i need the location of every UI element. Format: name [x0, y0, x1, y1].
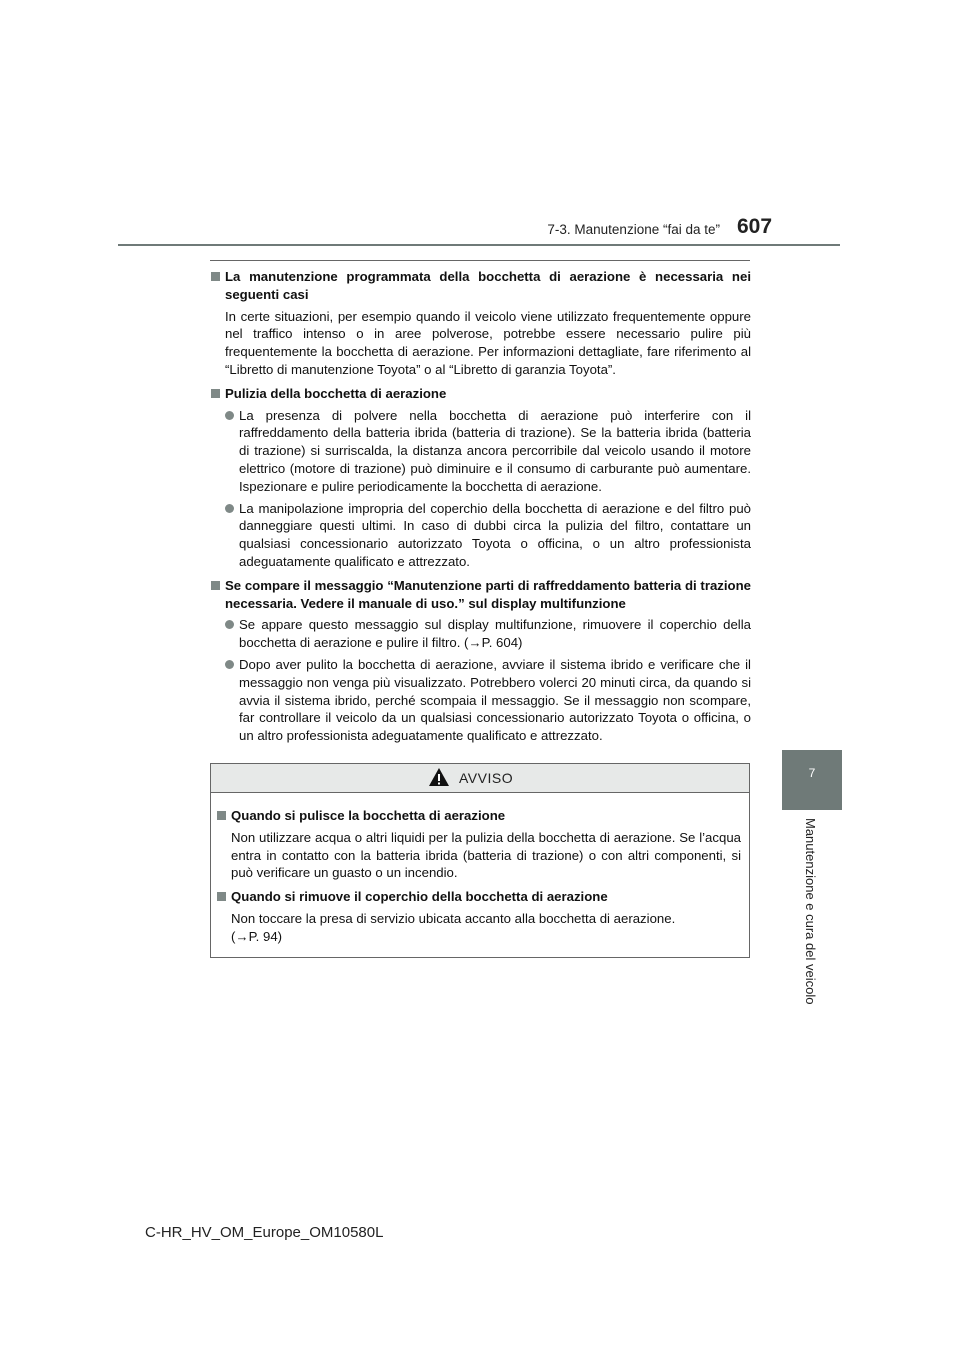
- page-number: 607: [737, 215, 773, 238]
- bullet-text: Se appare questo messaggio sul display multifunzione, rimuovere il coperchio della bocchetta di aerazione e pulire il filtro. (→P. 604): [239, 617, 751, 651]
- round-bullet-icon: [225, 660, 234, 669]
- page-reference: (→P. 94): [231, 928, 283, 944]
- footer-document-id: C-HR_HV_OM_Europe_OM10580L: [145, 1224, 384, 1241]
- warning-item-title-text: Quando si pulisce la bocchetta di aerazione: [231, 808, 506, 823]
- square-bullet-icon: [217, 892, 226, 901]
- warning-label: AVVISO: [459, 770, 514, 786]
- bullet-item: [211, 656, 751, 745]
- warning-item-title-text: Quando si rimuove il coperchio della bocchetta di aerazione: [231, 889, 608, 905]
- header-section-title: 7-3. Manutenzione “fai da te”: [547, 222, 720, 237]
- section-title-text: La manutenzione programmata della bocchetta di aerazione è necessaria nei seguenti casi: [225, 269, 751, 302]
- warning-header: [211, 764, 749, 793]
- bullet-text: La presenza di polvere nella bocchetta di aerazione può interferire con il raffreddamento della batteria ibrida (batteria di trazione). Se la batteria ibrida (batteria di trazione) si surriscalda, la distanza ancora percorribile dal veicolo usando il motore elettrico (motore di trazione) può diminuire e il consumo di carburante può aumentare. Ispezionare e pulire periodicamente la bocchetta di aerazione.: [239, 407, 751, 494]
- square-bullet-icon: [211, 272, 220, 281]
- section-title-text: Pulizia della bocchetta di aerazione: [225, 385, 447, 401]
- section-paragraph: In certe situazioni, per esempio quando il veicolo viene utilizzato frequentemente oppure nel traffico intenso o in aree polverose, potrebbe essere necessario pulire più frequentemente la bocchetta di aerazione. Per informazioni dettagliate, fare riferimento al “Libretto di manutenzione Toyota” o al “Libretto di garanzia Toyota”.: [225, 308, 751, 377]
- warning-item-text: Non utilizzare acqua o altri liquidi per la pulizia della bocchetta di aerazione. Se l’acqua entra in contatto con la batteria ibrida (batteria di trazione) o con altri componenti, si può verificare un guasto o un incendio.: [231, 829, 741, 881]
- main-content: [211, 268, 751, 745]
- section-title-text: Se compare il messaggio “Manutenzione parti di raffreddamento batteria di trazione necessaria. Vedere il manuale di uso.” sul display multifunzione: [225, 577, 751, 611]
- chapter-number: 7: [808, 766, 816, 780]
- square-bullet-icon: [211, 581, 220, 590]
- section-title: [211, 577, 751, 613]
- header-divider: [118, 244, 840, 246]
- chapter-tab: [782, 750, 842, 810]
- bullet-item: [211, 616, 751, 652]
- warning-item-title: [217, 888, 741, 906]
- bullet-text: Dopo aver pulito la bocchetta di aerazione, avviare il sistema ibrido e verificare che il messaggio non venga più visualizzato. Potrebbero volerci 20 minuti circa, da quando si avvia il sistema ibrido, perché scompaia il messaggio. Se il messaggio non scompare, far controllare il veicolo da un qualsiasi concessionario autorizzato Toyota o officina, o un altro professionista adeguatamente qualificato e attrezzato.: [239, 656, 751, 744]
- warning-item-title: [217, 807, 741, 825]
- bullet-item: [211, 500, 751, 571]
- square-bullet-icon: [217, 811, 226, 820]
- warning-box: [210, 763, 750, 958]
- warning-item-text: Non toccare la presa di servizio ubicata accanto alla bocchetta di aerazione.: [231, 910, 676, 926]
- warning-triangle-icon: [428, 767, 450, 787]
- bullet-text: La manipolazione impropria del coperchio della bocchetta di aerazione e del filtro può danneggiare questi ultimi. In caso di dubbi circa la pulizia del filtro, contattare un qualsiasi concessionario autorizzato Toyota o officina, o un altro professionista adeguatamente qualificato e attrezzato.: [239, 500, 751, 569]
- content-divider: [210, 260, 750, 261]
- warning-body: [211, 793, 749, 946]
- round-bullet-icon: [225, 620, 234, 629]
- section-title: [211, 268, 751, 304]
- chapter-label: Manutenzione e cura del veicolo: [803, 818, 818, 1005]
- round-bullet-icon: [225, 411, 234, 420]
- section-title: [211, 385, 751, 403]
- square-bullet-icon: [211, 389, 220, 398]
- round-bullet-icon: [225, 504, 234, 513]
- bullet-item: [211, 407, 751, 496]
